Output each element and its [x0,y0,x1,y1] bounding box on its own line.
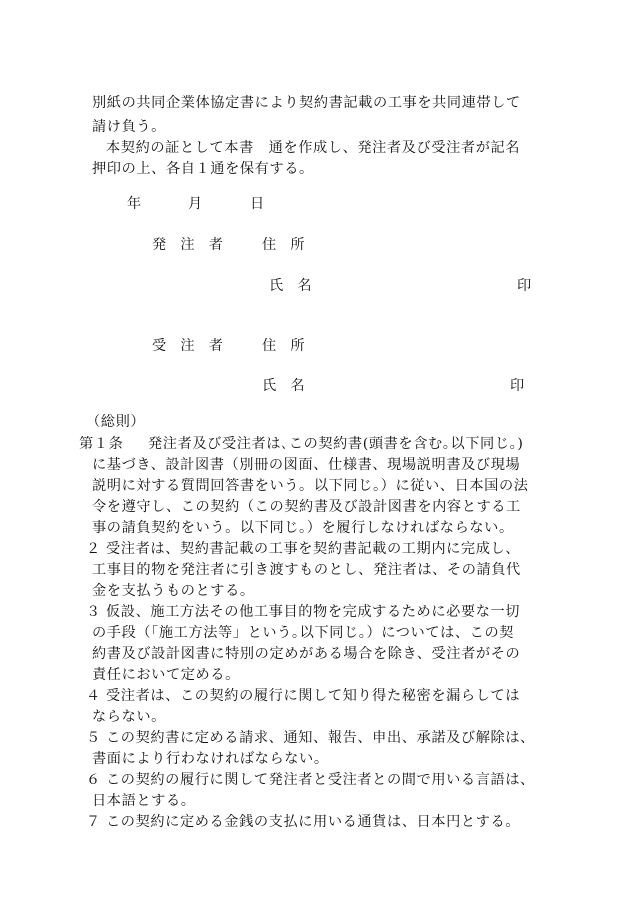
para-5-line-2: 書面により行わなければならない。 [92,751,329,767]
contractor-address-label: 住 所 [262,338,305,354]
para-4-line-2: ならない。 [92,709,166,725]
para-6-line-2: 日本語とする。 [92,793,196,809]
para-4-line-1: 受注者は、この契約の履行に関して知り得た秘密を漏らしては [106,688,521,704]
para-4-number: ４ [86,688,101,704]
article-1-line-3: 説明に対する質問回答書をいう。以下同じ。）に従い、日本国の法 [92,478,529,494]
para-5-line-1: この契約書に定める請求、通知、報告、申出、承諾及び解除は、 [106,730,535,746]
preamble-line-4: 押印の上、各自１通を保有する。 [92,161,314,177]
para-6-line-1: この契約の履行に関して発注者と受注者との間で用いる言語は、 [106,772,535,788]
orderer-seal-mark: 印 [517,278,532,294]
orderer-name-label: 氏 名 [269,278,312,294]
para-3-line-1: 仮設、施工方法その他工事目的物を完成するために必要な一切 [106,604,521,620]
para-5-number: ５ [86,730,101,746]
para-2-line-3: 金を支払うものとする。 [92,583,255,599]
contractor-name-label: 氏 名 [262,378,305,394]
orderer-role-label: 発 注 者 [152,237,223,253]
para-2-line-1: 受注者は、契約書記載の工事を契約書記載の工期内に完成し、 [106,541,521,557]
orderer-address-label: 住 所 [262,237,305,253]
preamble-line-3: 本契約の証として本書 通を作成し、発注者及び受注者が記名 [106,140,521,156]
date-day-label: 日 [250,196,265,212]
contractor-role-label: 受 注 者 [152,338,223,354]
para-2-line-2: 工事目的物を発注者に引き渡すものとし、発注者は、その請負代 [92,562,521,578]
para-7-number: ７ [86,814,101,830]
para-3-line-4: 責任において定める。 [92,667,240,683]
para-2-number: ２ [86,541,101,557]
preamble-line-1: 別紙の共同企業体協定書により契約書記載の工事を共同連帯して [92,95,521,111]
article-1-line-4: 令を遵守し、この契約（この契約書及び設計図書を内容とする工 [92,499,521,515]
article-1-line-2: に基づき、設計図書（別冊の図面、仕様書、現場説明書及び現場 [92,457,521,473]
para-6-number: ６ [86,772,101,788]
article-1-label: 第１条 [79,436,124,452]
preamble-line-2: 請け負う。 [92,119,166,135]
section-heading: （総則） [86,414,146,430]
date-month-label: 月 [188,196,203,212]
para-3-number: ３ [86,604,101,620]
para-3-line-2: の手段（「施工方法等」という｡以下同じ。）については、この契 [92,625,515,641]
article-1-line-5: 事の請負契約をいう。以下同じ。）を履行しなければならない。 [92,520,514,536]
article-1-line-1: 発注者及び受注者は､この契約書(頭書を含む｡以下同じ｡) [148,436,524,452]
para-7-line-1: この契約に定める金銭の支払に用いる通貨は、日本円とする。 [106,814,521,830]
contractor-seal-mark: 印 [510,378,525,394]
para-3-line-3: 約書及び設計図書に特別の定めがある場合を除き、受注者がその [92,646,521,662]
date-year-label: 年 [127,196,142,212]
